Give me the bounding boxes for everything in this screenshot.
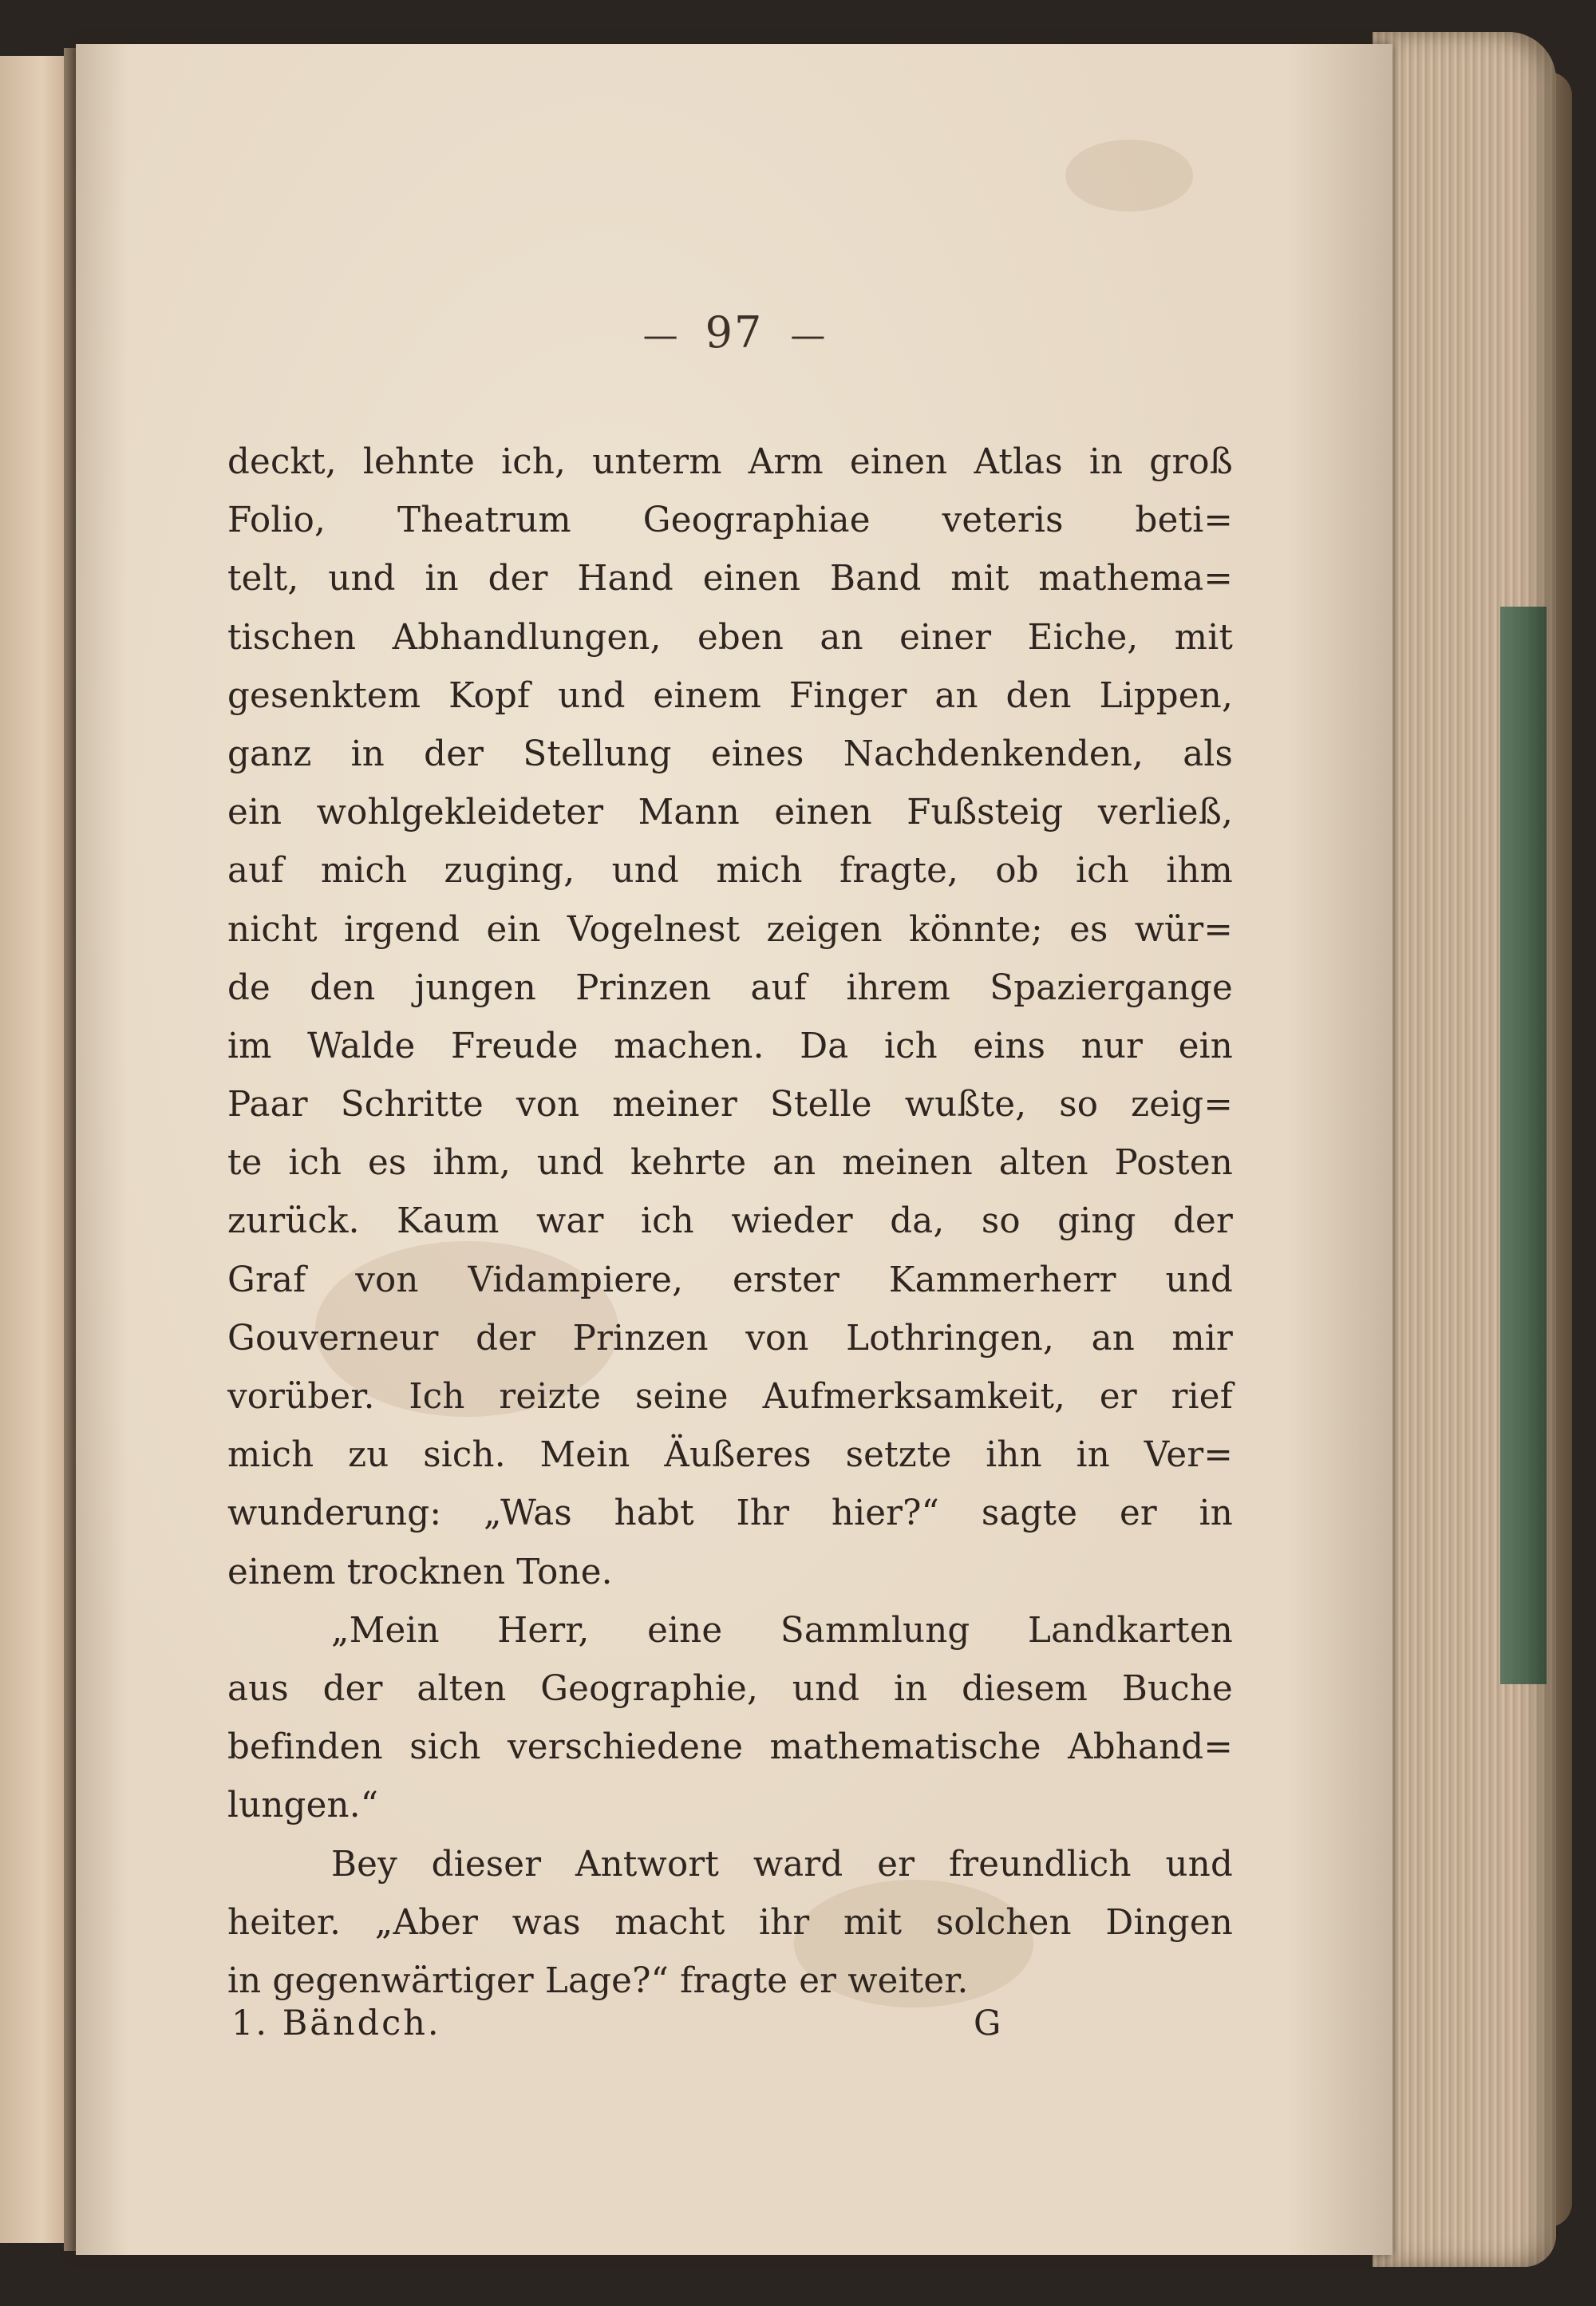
text-line: nicht irgend ein Vogelnest zeigen könnte; es wür= (227, 909, 1233, 950)
header-dash-left: — (642, 315, 678, 356)
text-line: wunderung: „Was habt Ihr hier?“ sagte er in (227, 1493, 1233, 1534)
text-line: gesenktem Kopf und einem Finger an den Lippen, (227, 675, 1233, 716)
page-header (76, 307, 1393, 379)
text-line: heiter. „Aber was macht ihr mit solchen Dingen (227, 1902, 1233, 1943)
text-line: aus der alten Geographie, und in diesem Buche (227, 1668, 1233, 1709)
text-line: de den jungen Prinzen auf ihrem Spaziergange (227, 967, 1233, 1008)
text-line: in gegenwärtiger Lage?“ fragte er weiter. (227, 1960, 969, 2001)
text-line: te ich es ihm, und kehrte an meinen alten Posten (227, 1143, 1233, 1184)
text-line: „Mein Herr, eine Sammlung Landkarten (331, 1610, 1233, 1651)
volume-signature: 1. Bändch. (231, 2003, 441, 2043)
text-line: Bey dieser Antwort ward er freundlich und (331, 1844, 1233, 1885)
text-line: ein wohlgekleideter Mann einen Fußsteig verließ, (227, 793, 1233, 833)
text-line: vorüber. Ich reizte seine Aufmerksamkeit, er rief (227, 1377, 1233, 1417)
page-number: 97 (705, 307, 764, 358)
text-line: einem trocknen Tone. (227, 1552, 613, 1592)
paper-stain (1065, 140, 1193, 212)
text-line: befinden sich verschiedene mathematische Abhand= (227, 1727, 1233, 1768)
text-line: Paar Schritte von meiner Stelle wußte, so zeig= (227, 1085, 1233, 1125)
text-line: Gouverneur der Prinzen von Lothringen, an mir (227, 1318, 1233, 1359)
text-line: lungen.“ (227, 1786, 379, 1826)
text-line: Folio, Theatrum Geographiae veteris beti= (227, 500, 1233, 541)
text-line: im Walde Freude machen. Da ich eins nur ein (227, 1026, 1233, 1066)
text-line: zurück. Kaum war ich wieder da, so ging der (227, 1201, 1233, 1242)
text-line: Graf von Vidampiere, erster Kammerherr und (227, 1260, 1233, 1300)
body-text (227, 433, 1233, 2011)
text-line: mich zu sich. Mein Äußeres setzte ihn in Ver= (227, 1435, 1233, 1476)
text-line: telt, und in der Hand einen Band mit mathema= (227, 559, 1233, 599)
header-dash-right: — (790, 315, 826, 356)
text-line: auf mich zuging, und mich fragte, ob ich ihm (227, 851, 1233, 892)
sheet-mark: G (974, 2003, 1001, 2043)
book-page (76, 44, 1393, 2255)
text-line: ganz in der Stellung eines Nachdenkenden, als (227, 734, 1233, 774)
text-line: deckt, lehnte ich, unterm Arm einen Atlas in groß (227, 442, 1233, 482)
text-line: tischen Abhandlungen, eben an einer Eiche, mit (227, 617, 1233, 658)
page-footer (231, 2003, 1029, 2067)
green-cover-strip (1500, 607, 1547, 1684)
